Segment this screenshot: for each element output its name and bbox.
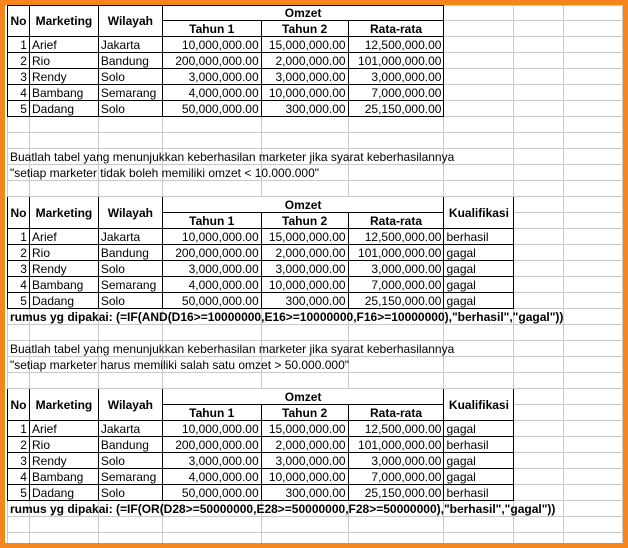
tahun-2-cell[interactable]: 15,000,000.00: [261, 37, 348, 53]
tahun-1-cell[interactable]: 10,000,000.00: [162, 37, 261, 53]
header-rata-rata[interactable]: Rata-rata: [348, 21, 444, 37]
empty-cell[interactable]: [563, 357, 622, 373]
formula-line-row: [8, 501, 623, 517]
rata-rata-cell[interactable]: 12,500,000.00: [348, 229, 444, 245]
empty-cell[interactable]: [563, 453, 622, 469]
rata-rata-cell[interactable]: 12,500,000.00: [348, 37, 444, 53]
table-row: [8, 85, 623, 101]
empty-cell[interactable]: [563, 21, 622, 37]
empty-cell[interactable]: [29, 117, 98, 133]
empty-cell[interactable]: [98, 533, 162, 548]
empty-cell[interactable]: [29, 517, 98, 533]
empty-cell[interactable]: [563, 389, 622, 405]
empty-cell[interactable]: [8, 533, 30, 548]
rata-rata-cell[interactable]: 12,500,000.00: [348, 421, 444, 437]
header-rata-rata[interactable]: Rata-rata: [348, 405, 444, 421]
marketing-cell[interactable]: Bambang: [29, 85, 98, 101]
marketing-cell[interactable]: Dadang: [29, 101, 98, 117]
empty-cell[interactable]: [563, 229, 622, 245]
empty-cell[interactable]: [563, 213, 622, 229]
empty-cell[interactable]: [348, 533, 444, 548]
rata-rata-cell[interactable]: 25,150,000.00: [348, 293, 444, 309]
marketing-cell[interactable]: Arief: [29, 421, 98, 437]
empty-cell[interactable]: [514, 293, 563, 309]
empty-cell[interactable]: [444, 533, 514, 548]
header-marketing[interactable]: Marketing: [29, 197, 98, 229]
no-cell[interactable]: 3: [8, 453, 30, 469]
no-cell[interactable]: 1: [8, 421, 30, 437]
spreadsheet-grid: [7, 5, 623, 548]
empty-cell[interactable]: [444, 181, 514, 197]
tahun-2-cell[interactable]: 10,000,000.00: [261, 85, 348, 101]
formula-line[interactable]: [8, 501, 556, 517]
empty-cell[interactable]: [514, 197, 563, 213]
empty-cell[interactable]: [563, 245, 622, 261]
wilayah-cell[interactable]: Jakarta: [98, 421, 162, 437]
empty-cell[interactable]: [348, 325, 444, 341]
table-row: [8, 37, 623, 53]
tahun-1-cell[interactable]: 50,000,000.00: [162, 101, 261, 117]
kualifikasi-cell[interactable]: berhasil: [444, 229, 514, 245]
empty-cell[interactable]: [348, 373, 444, 389]
instruction-line-2-text: "setiap marketer tidak boleh memiliki omzet < 10.000.000": [10, 166, 320, 180]
empty-cell[interactable]: [514, 485, 563, 501]
empty-cell[interactable]: [261, 517, 348, 533]
empty-cell[interactable]: [8, 181, 30, 197]
header-tahun-1[interactable]: Tahun 1: [162, 405, 261, 421]
tahun-1-cell[interactable]: 50,000,000.00: [162, 485, 261, 501]
tahun-1-cell[interactable]: 10,000,000.00: [162, 421, 261, 437]
empty-cell[interactable]: [514, 21, 563, 37]
marketing-cell[interactable]: Dadang: [29, 485, 98, 501]
header-wilayah[interactable]: Wilayah: [98, 197, 162, 229]
instruction-line-2[interactable]: [8, 357, 350, 373]
no-cell[interactable]: 3: [8, 261, 30, 277]
instruction-line-2[interactable]: [8, 165, 320, 181]
empty-cell[interactable]: [514, 453, 563, 469]
empty-cell[interactable]: [29, 325, 98, 341]
tahun-2-cell[interactable]: 300,000.00: [261, 485, 348, 501]
header-row: [8, 197, 623, 213]
wilayah-cell[interactable]: Solo: [98, 485, 162, 501]
kualifikasi-cell[interactable]: gagal: [444, 469, 514, 485]
spreadsheet-area: [7, 5, 623, 548]
table-row: [8, 469, 623, 485]
no-cell[interactable]: 3: [8, 69, 30, 85]
empty-cell[interactable]: [444, 101, 514, 117]
empty-cell[interactable]: [514, 261, 563, 277]
header-tahun-2[interactable]: Tahun 2: [261, 21, 348, 37]
tahun-2-cell[interactable]: 2,000,000.00: [261, 437, 348, 453]
empty-cell[interactable]: [514, 181, 563, 197]
empty-cell[interactable]: [563, 469, 622, 485]
empty-cell[interactable]: [348, 181, 444, 197]
empty-cell[interactable]: [514, 37, 563, 53]
rata-rata-cell[interactable]: 7,000,000.00: [348, 85, 444, 101]
instruction-line-1-text: Buatlah tabel yang menunjukkan keberhasilan marketer jika syarat keberhasilannya: [10, 342, 455, 356]
grid-body: [8, 6, 623, 548]
header-marketing[interactable]: Marketing: [29, 6, 98, 37]
no-cell[interactable]: 5: [8, 293, 30, 309]
kualifikasi-cell[interactable]: gagal: [444, 453, 514, 469]
empty-cell[interactable]: [563, 101, 622, 117]
empty-cell[interactable]: [348, 517, 444, 533]
empty-cell[interactable]: [444, 6, 514, 21]
table-row: [8, 261, 623, 277]
empty-cell[interactable]: [563, 117, 622, 133]
empty-cell[interactable]: [563, 149, 622, 165]
empty-cell[interactable]: [514, 437, 563, 453]
tahun-1-cell[interactable]: 3,000,000.00: [162, 261, 261, 277]
instruction-line-2-row: [8, 165, 623, 181]
empty-cell[interactable]: [98, 325, 162, 341]
no-cell[interactable]: 2: [8, 437, 30, 453]
header-wilayah[interactable]: Wilayah: [98, 389, 162, 421]
formula-line-row: [8, 309, 623, 325]
empty-cell[interactable]: [563, 69, 622, 85]
empty-cell[interactable]: [514, 389, 563, 405]
wilayah-cell[interactable]: Bandung: [98, 53, 162, 69]
header-row: [8, 6, 623, 21]
header-tahun-2[interactable]: Tahun 2: [261, 405, 348, 421]
rata-rata-cell[interactable]: 25,150,000.00: [348, 101, 444, 117]
no-cell[interactable]: 2: [8, 245, 30, 261]
header-kualifikasi[interactable]: Kualifikasi: [444, 197, 514, 229]
kualifikasi-cell[interactable]: gagal: [444, 261, 514, 277]
table-row: [8, 229, 623, 245]
empty-cell[interactable]: [8, 517, 30, 533]
empty-cell[interactable]: [98, 181, 162, 197]
table-row: [8, 277, 623, 293]
empty-cell[interactable]: [29, 181, 98, 197]
instruction-line-1-row: [8, 149, 623, 165]
empty-cell[interactable]: [162, 117, 261, 133]
empty-cell[interactable]: [514, 101, 563, 117]
empty-cell[interactable]: [514, 517, 563, 533]
wilayah-cell[interactable]: Solo: [98, 293, 162, 309]
header-rata-rata[interactable]: Rata-rata: [348, 213, 444, 229]
marketing-cell[interactable]: Arief: [29, 229, 98, 245]
no-cell[interactable]: 5: [8, 485, 30, 501]
empty-cell[interactable]: [162, 133, 261, 149]
tahun-2-cell[interactable]: 15,000,000.00: [261, 421, 348, 437]
empty-cell[interactable]: [8, 373, 30, 389]
empty-cell[interactable]: [563, 437, 622, 453]
empty-cell[interactable]: [261, 133, 348, 149]
empty-row: [8, 533, 623, 548]
tahun-2-cell[interactable]: 15,000,000.00: [261, 229, 348, 245]
instruction-line-1[interactable]: [8, 149, 455, 165]
wilayah-cell[interactable]: Solo: [98, 261, 162, 277]
empty-cell[interactable]: [563, 165, 622, 181]
empty-cell[interactable]: [444, 133, 514, 149]
empty-cell[interactable]: [29, 373, 98, 389]
tahun-2-cell[interactable]: 10,000,000.00: [261, 469, 348, 485]
empty-cell[interactable]: [98, 373, 162, 389]
empty-cell[interactable]: [563, 53, 622, 69]
wilayah-cell[interactable]: Solo: [98, 453, 162, 469]
header-no[interactable]: No: [8, 389, 30, 421]
wilayah-cell[interactable]: Jakarta: [98, 37, 162, 53]
empty-cell[interactable]: [563, 85, 622, 101]
header-tahun-2[interactable]: Tahun 2: [261, 213, 348, 229]
header-tahun-1[interactable]: Tahun 1: [162, 213, 261, 229]
empty-cell[interactable]: [563, 325, 622, 341]
no-cell[interactable]: 4: [8, 277, 30, 293]
empty-cell[interactable]: [348, 357, 444, 373]
no-cell[interactable]: 4: [8, 85, 30, 101]
empty-cell[interactable]: [444, 85, 514, 101]
rata-rata-cell[interactable]: 3,000,000.00: [348, 453, 444, 469]
tahun-2-cell[interactable]: 2,000,000.00: [261, 245, 348, 261]
empty-cell[interactable]: [444, 517, 514, 533]
header-row: [8, 389, 623, 405]
rata-rata-cell[interactable]: 101,000,000.00: [348, 437, 444, 453]
marketing-cell[interactable]: Rendy: [29, 261, 98, 277]
empty-cell[interactable]: [444, 357, 514, 373]
empty-cell[interactable]: [261, 533, 348, 548]
empty-cell[interactable]: [514, 6, 563, 21]
empty-cell[interactable]: [29, 133, 98, 149]
empty-cell[interactable]: [261, 325, 348, 341]
kualifikasi-cell[interactable]: gagal: [444, 421, 514, 437]
empty-cell[interactable]: [98, 133, 162, 149]
empty-cell[interactable]: [563, 485, 622, 501]
empty-cell[interactable]: [162, 181, 261, 197]
header-tahun-1[interactable]: Tahun 1: [162, 21, 261, 37]
marketing-cell[interactable]: Rio: [29, 245, 98, 261]
empty-cell[interactable]: [563, 373, 622, 389]
rata-rata-cell[interactable]: 25,150,000.00: [348, 485, 444, 501]
table-row: [8, 293, 623, 309]
instruction-line-1-text: Buatlah tabel yang menunjukkan keberhasilan marketer jika syarat keberhasilannya: [10, 150, 455, 164]
kualifikasi-cell[interactable]: gagal: [444, 277, 514, 293]
empty-cell[interactable]: [514, 53, 563, 69]
empty-cell[interactable]: [563, 261, 622, 277]
empty-cell[interactable]: [261, 117, 348, 133]
empty-cell[interactable]: [563, 501, 622, 517]
tahun-2-cell[interactable]: 3,000,000.00: [261, 69, 348, 85]
empty-cell[interactable]: [563, 533, 622, 548]
empty-cell[interactable]: [563, 421, 622, 437]
formula-line-text: rumus yg dipakai: (=IF(OR(D28>=50000000,E28>=50000000,F28>=50000000),"berhasil","gagal")): [10, 502, 556, 516]
table-row: [8, 69, 623, 85]
empty-cell[interactable]: [444, 21, 514, 37]
empty-cell[interactable]: [514, 149, 563, 165]
tahun-2-cell[interactable]: 2,000,000.00: [261, 53, 348, 69]
empty-cell[interactable]: [8, 133, 30, 149]
empty-cell[interactable]: [444, 37, 514, 53]
wilayah-cell[interactable]: Jakarta: [98, 229, 162, 245]
empty-cell[interactable]: [563, 309, 622, 325]
empty-cell[interactable]: [444, 53, 514, 69]
marketing-cell[interactable]: Bambang: [29, 277, 98, 293]
tahun-1-cell[interactable]: 3,000,000.00: [162, 453, 261, 469]
table-row: [8, 101, 623, 117]
empty-row: [8, 117, 623, 133]
empty-cell[interactable]: [162, 533, 261, 548]
empty-cell[interactable]: [514, 229, 563, 245]
omzet-header[interactable]: Omzet: [162, 389, 444, 405]
marketing-cell[interactable]: Arief: [29, 37, 98, 53]
empty-cell[interactable]: [514, 357, 563, 373]
empty-cell[interactable]: [444, 165, 514, 181]
table-row: [8, 485, 623, 501]
empty-cell[interactable]: [261, 373, 348, 389]
rata-rata-cell[interactable]: 3,000,000.00: [348, 69, 444, 85]
kualifikasi-cell[interactable]: berhasil: [444, 437, 514, 453]
empty-cell[interactable]: [444, 149, 514, 165]
tahun-1-cell[interactable]: 4,000,000.00: [162, 85, 261, 101]
kualifikasi-cell[interactable]: gagal: [444, 245, 514, 261]
empty-cell[interactable]: [514, 421, 563, 437]
empty-cell[interactable]: [514, 341, 563, 357]
omzet-header[interactable]: Omzet: [162, 6, 444, 21]
empty-cell[interactable]: [563, 197, 622, 213]
empty-cell[interactable]: [348, 133, 444, 149]
wilayah-cell[interactable]: Solo: [98, 101, 162, 117]
instruction-line-1-row: [8, 341, 623, 357]
empty-cell[interactable]: [563, 181, 622, 197]
empty-cell[interactable]: [514, 325, 563, 341]
rata-rata-cell[interactable]: 7,000,000.00: [348, 469, 444, 485]
empty-cell[interactable]: [514, 213, 563, 229]
empty-cell[interactable]: [8, 117, 30, 133]
marketing-cell[interactable]: Rendy: [29, 69, 98, 85]
marketing-cell[interactable]: Rendy: [29, 453, 98, 469]
rata-rata-cell[interactable]: 101,000,000.00: [348, 53, 444, 69]
no-cell[interactable]: 4: [8, 469, 30, 485]
instruction-line-1[interactable]: [8, 341, 455, 357]
tahun-1-cell[interactable]: 200,000,000.00: [162, 437, 261, 453]
empty-cell[interactable]: [98, 517, 162, 533]
header-marketing[interactable]: Marketing: [29, 389, 98, 421]
empty-cell[interactable]: [514, 69, 563, 85]
instruction-line-2-text: "setiap marketer harus memiliki salah satu omzet > 50.000.000": [10, 358, 350, 372]
empty-cell[interactable]: [514, 117, 563, 133]
marketing-cell[interactable]: Dadang: [29, 293, 98, 309]
rata-rata-cell[interactable]: 3,000,000.00: [348, 261, 444, 277]
empty-row: [8, 325, 623, 341]
tahun-2-cell[interactable]: 10,000,000.00: [261, 277, 348, 293]
tahun-1-cell[interactable]: 4,000,000.00: [162, 277, 261, 293]
no-cell[interactable]: 5: [8, 101, 30, 117]
wilayah-cell[interactable]: Solo: [98, 69, 162, 85]
empty-row: [8, 373, 623, 389]
empty-cell[interactable]: [563, 37, 622, 53]
formula-line[interactable]: [8, 309, 564, 325]
tahun-2-cell[interactable]: 300,000.00: [261, 293, 348, 309]
empty-cell[interactable]: [514, 373, 563, 389]
header-no[interactable]: No: [8, 197, 30, 229]
kualifikasi-cell[interactable]: berhasil: [444, 485, 514, 501]
tahun-1-cell[interactable]: 200,000,000.00: [162, 53, 261, 69]
table-row: [8, 245, 623, 261]
empty-row: [8, 133, 623, 149]
header-no[interactable]: No: [8, 6, 30, 37]
table-row: [8, 453, 623, 469]
header-wilayah[interactable]: Wilayah: [98, 6, 162, 37]
empty-cell[interactable]: [514, 85, 563, 101]
empty-cell[interactable]: [563, 341, 622, 357]
empty-cell[interactable]: [162, 373, 261, 389]
omzet-header[interactable]: Omzet: [162, 197, 444, 213]
wilayah-cell[interactable]: Semarang: [98, 85, 162, 101]
marketing-cell[interactable]: Rio: [29, 53, 98, 69]
empty-cell[interactable]: [563, 6, 622, 21]
empty-cell[interactable]: [563, 517, 622, 533]
empty-row: [8, 181, 623, 197]
wilayah-cell[interactable]: Bandung: [98, 437, 162, 453]
tahun-2-cell[interactable]: 300,000.00: [261, 101, 348, 117]
marketing-cell[interactable]: Bambang: [29, 469, 98, 485]
tahun-1-cell[interactable]: 3,000,000.00: [162, 69, 261, 85]
kualifikasi-cell[interactable]: gagal: [444, 293, 514, 309]
empty-cell[interactable]: [29, 533, 98, 548]
empty-cell[interactable]: [444, 325, 514, 341]
empty-cell[interactable]: [98, 117, 162, 133]
empty-cell[interactable]: [514, 277, 563, 293]
instruction-line-2-row: [8, 357, 623, 373]
empty-cell[interactable]: [348, 117, 444, 133]
empty-cell[interactable]: [514, 533, 563, 548]
empty-cell[interactable]: [514, 245, 563, 261]
empty-cell[interactable]: [563, 293, 622, 309]
empty-cell[interactable]: [514, 469, 563, 485]
no-cell[interactable]: 2: [8, 53, 30, 69]
empty-cell[interactable]: [563, 405, 622, 421]
empty-cell[interactable]: [261, 181, 348, 197]
empty-cell[interactable]: [563, 133, 622, 149]
empty-cell[interactable]: [348, 165, 444, 181]
empty-cell[interactable]: [514, 165, 563, 181]
formula-line-text: rumus yg dipakai: (=IF(AND(D16>=10000000,E16>=10000000,F16>=10000000),"berhasil","gagal")): [10, 310, 564, 324]
empty-cell[interactable]: [162, 517, 261, 533]
table-row: [8, 437, 623, 453]
empty-cell[interactable]: [444, 373, 514, 389]
tahun-2-cell[interactable]: 3,000,000.00: [261, 453, 348, 469]
rata-rata-cell[interactable]: 7,000,000.00: [348, 277, 444, 293]
tahun-1-cell[interactable]: 4,000,000.00: [162, 469, 261, 485]
empty-row: [8, 517, 623, 533]
table-row: [8, 421, 623, 437]
table-row: [8, 53, 623, 69]
tahun-1-cell[interactable]: 50,000,000.00: [162, 293, 261, 309]
tahun-1-cell[interactable]: 10,000,000.00: [162, 229, 261, 245]
empty-cell[interactable]: [444, 117, 514, 133]
empty-cell[interactable]: [444, 341, 514, 357]
no-cell[interactable]: 1: [8, 37, 30, 53]
empty-cell[interactable]: [514, 405, 563, 421]
no-cell[interactable]: 1: [8, 229, 30, 245]
empty-cell[interactable]: [514, 133, 563, 149]
header-kualifikasi[interactable]: Kualifikasi: [444, 389, 514, 421]
empty-cell[interactable]: [162, 325, 261, 341]
wilayah-cell[interactable]: Semarang: [98, 277, 162, 293]
tahun-1-cell[interactable]: 200,000,000.00: [162, 245, 261, 261]
tahun-2-cell[interactable]: 3,000,000.00: [261, 261, 348, 277]
empty-cell[interactable]: [8, 325, 30, 341]
empty-cell[interactable]: [444, 69, 514, 85]
wilayah-cell[interactable]: Semarang: [98, 469, 162, 485]
rata-rata-cell[interactable]: 101,000,000.00: [348, 245, 444, 261]
marketing-cell[interactable]: Rio: [29, 437, 98, 453]
empty-cell[interactable]: [563, 277, 622, 293]
wilayah-cell[interactable]: Bandung: [98, 245, 162, 261]
